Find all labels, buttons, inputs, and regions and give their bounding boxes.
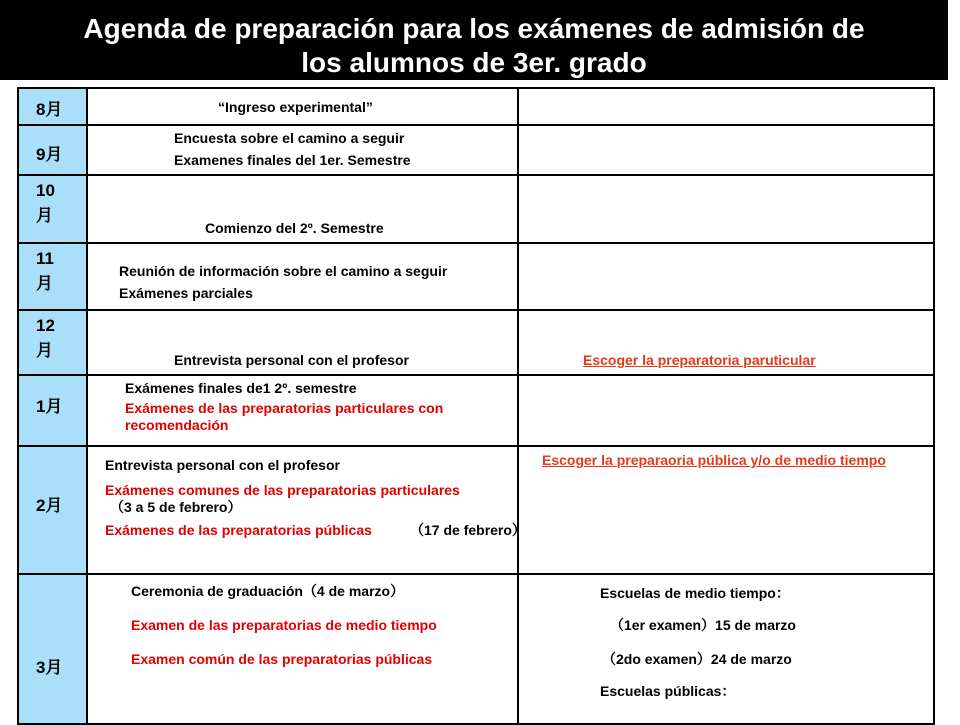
page-title: [0, 0, 948, 80]
activity-cell: [87, 125, 518, 175]
activity-cell: [87, 175, 518, 243]
month-label: 8月: [36, 100, 63, 119]
activity-cell: [87, 310, 518, 375]
month-cell: [18, 574, 87, 724]
activity-text-highlight: Exámenes de las preparatorias públicas: [105, 522, 372, 538]
choose-private-school-link[interactable]: Escoger la preparatoria paruticular: [583, 352, 816, 368]
table-row: [18, 375, 934, 446]
table-row: [18, 125, 934, 175]
activity-text: （17 de febrero）: [410, 522, 526, 538]
table-row: [18, 175, 934, 243]
schedule-text: Escuelas de medio tiempo：: [600, 585, 790, 601]
decision-cell: [518, 310, 934, 375]
schedule-text: Escuelas públicas：: [600, 683, 736, 699]
activity-text-highlight: Exámenes comunes de las preparatorias particulares: [105, 482, 460, 498]
month-label: 3月: [36, 658, 63, 677]
decision-cell: [518, 375, 934, 446]
activity-text: Entrevista personal con el profesor: [105, 457, 340, 473]
month-label: 12月: [36, 316, 55, 360]
table-row: [18, 88, 934, 125]
activity-text: “Ingreso experimental”: [218, 99, 373, 115]
activity-cell: [87, 243, 518, 310]
month-cell: [18, 88, 87, 125]
decision-cell: [518, 243, 934, 310]
activity-text: Examenes finales del 1er. Semestre: [174, 152, 411, 168]
month-cell: [18, 375, 87, 446]
activity-text: Ceremonia de graduación（4 de marzo）: [131, 583, 405, 599]
schedule-text: （2do examen）24 de marzo: [602, 651, 792, 667]
decision-cell: [518, 175, 934, 243]
activity-text-highlight: Examen común de las preparatorias públicas: [131, 651, 433, 667]
month-cell: [18, 310, 87, 375]
activity-cell: [87, 375, 518, 446]
activity-cell: [87, 574, 518, 724]
activity-cell: [87, 88, 518, 125]
month-cell: [18, 125, 87, 175]
decision-cell: [518, 88, 934, 125]
title-line-1: Agenda de preparación para los exámenes de admisión de: [83, 13, 865, 44]
month-label: 10月: [36, 181, 55, 225]
choose-public-school-link[interactable]: Escoger la preparaoria pública y/o de medio tiempo: [542, 452, 886, 468]
month-cell: [18, 446, 87, 574]
decision-cell: [518, 125, 934, 175]
table-row: [18, 310, 934, 375]
table-row: [18, 574, 934, 724]
activity-text: Comienzo del 2º. Semestre: [205, 220, 384, 236]
agenda-table: [17, 87, 935, 725]
month-cell: [18, 243, 87, 310]
schedule-text: （1er examen）15 de marzo: [610, 617, 796, 633]
activity-text-highlight: Exámenes de las preparatorias particulares con recomendación: [125, 400, 444, 433]
table-row: [18, 446, 934, 574]
decision-cell: [518, 446, 934, 574]
table-row: [18, 243, 934, 310]
title-line-2: los alumnos de 3er. grado: [301, 47, 647, 78]
month-label: 1月: [36, 397, 63, 416]
month-label: 11月: [36, 249, 54, 293]
activity-text: Reunión de información sobre el camino a seguir: [119, 263, 448, 279]
month-label: 2月: [36, 496, 63, 515]
month-cell: [18, 175, 87, 243]
activity-text: Encuesta sobre el camino a seguir: [174, 130, 405, 146]
activity-text: （3 a 5 de febrero）: [110, 499, 242, 515]
activity-text: Exámenes parciales: [119, 285, 253, 301]
activity-text: Exámenes finales de1 2º. semestre: [125, 380, 357, 396]
activity-text-highlight: Examen de las preparatorias de medio tiempo: [131, 617, 437, 633]
decision-cell: [518, 574, 934, 724]
month-label: 9月: [36, 145, 63, 164]
activity-cell: [87, 446, 526, 574]
activity-text: Entrevista personal con el profesor: [174, 352, 409, 368]
